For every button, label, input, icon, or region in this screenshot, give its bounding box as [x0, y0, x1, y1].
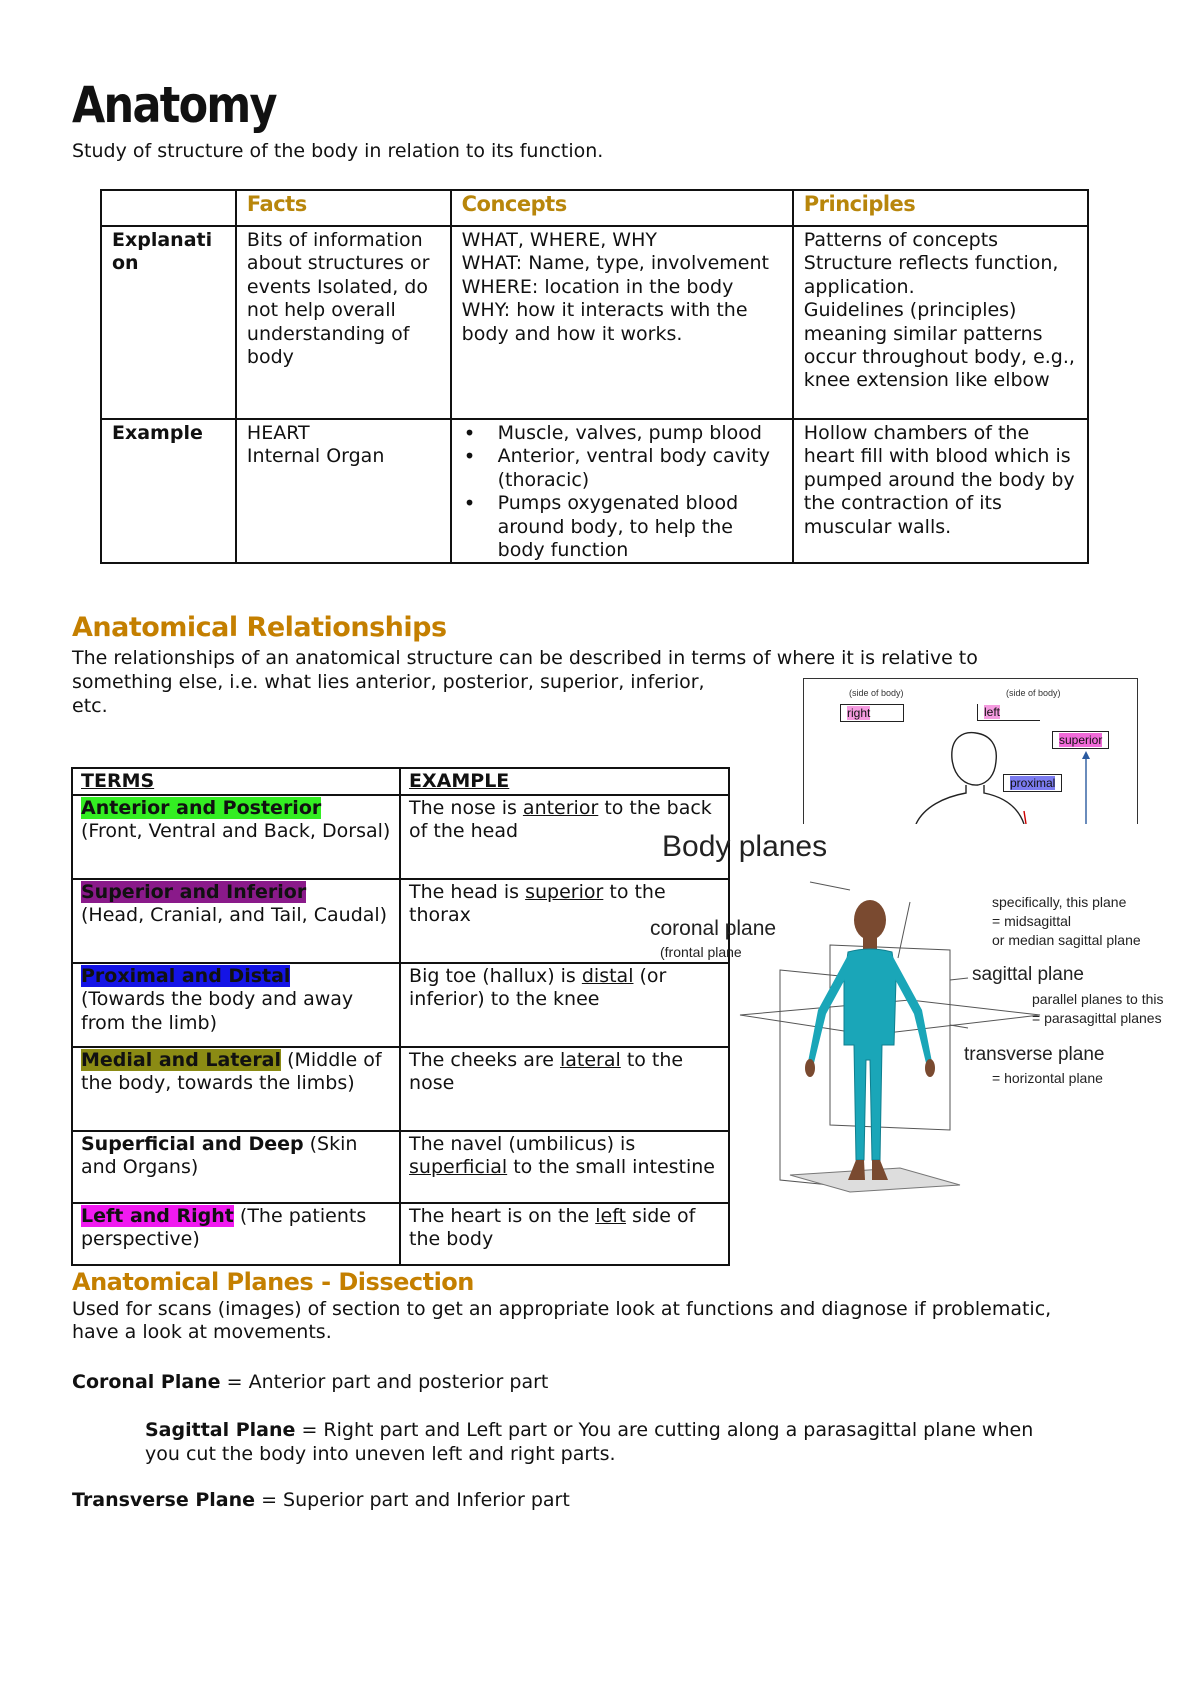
- left-label: left: [977, 704, 1040, 721]
- term-superficial-deep: Superficial and Deep: [81, 1133, 304, 1155]
- transverse-plane-definition: Transverse Plane = Superior part and Inferior part: [72, 1489, 570, 1511]
- planes-intro: Used for scans (images) of section to get an appropriate look at functions and diagnose if problematic, have a look at movements.: [72, 1298, 1052, 1343]
- side-label: (side of body): [849, 688, 904, 698]
- table-row: Superficial and Deep (Skin and Organs) The navel (umbilicus) is superficial to the small intestine: [72, 1131, 729, 1203]
- coronal-plane-definition: Coronal Plane = Anterior part and posterior part: [72, 1371, 549, 1393]
- table-row: Anterior and Posterior (Front, Ventral and Back, Dorsal) The nose is anterior to the back of the head: [72, 795, 729, 879]
- row-label-explanation: Explanati on: [101, 226, 236, 419]
- explanation-facts: Bits of information about structures or events Isolated, do not help overall understanding of body: [236, 226, 451, 419]
- relationships-heading: Anatomical Relationships: [72, 612, 447, 643]
- body-planes-title: Body planes: [662, 830, 828, 863]
- term-medial-lateral: Medial and Lateral: [81, 1049, 282, 1071]
- sagittal-plane-label: sagittal plane: [972, 964, 1084, 985]
- right-label: right: [840, 704, 904, 722]
- header-concepts: Concepts: [451, 190, 793, 226]
- example-principles: Hollow chambers of the heart fill with blood which is pumped around the body by the contraction of its muscular walls.: [793, 419, 1088, 563]
- midsagittal-note-1: specifically, this plane: [992, 894, 1127, 910]
- terms-header: TERMS: [72, 768, 400, 795]
- term-anterior-posterior: Anterior and Posterior: [81, 797, 322, 819]
- header-principles: Principles: [793, 190, 1088, 226]
- explanation-concepts: WHAT, WHERE, WHY WHAT: Name, type, involvement WHERE: location in the body WHY: how it interacts with the body and how it works.: [451, 226, 793, 419]
- side-label: (side of body): [1006, 688, 1061, 698]
- list-item: • Anterior, ventral body cavity (thoracic): [488, 445, 782, 492]
- example-header: EXAMPLE: [400, 768, 729, 795]
- proximal-label: proximal: [1003, 774, 1062, 792]
- terms-table: [71, 767, 730, 1266]
- table-corner-cell: [101, 190, 236, 226]
- page-subtitle: Study of structure of the body in relation to its function.: [72, 140, 604, 162]
- table-row: Proximal and Distal (Towards the body and away from the limb) Big toe (hallux) is distal (or inferior) to the knee: [72, 963, 729, 1047]
- row-label-example: Example: [101, 419, 236, 563]
- horizontal-plane-label: = horizontal plane: [992, 1070, 1103, 1086]
- transverse-plane-label: transverse plane: [964, 1044, 1105, 1065]
- term-proximal-distal: Proximal and Distal: [81, 965, 291, 987]
- explanation-principles: Patterns of concepts Structure reflects function, application. Guidelines (principles) meaning similar patterns occur throughout body, e.g., knee extension like elbow: [793, 226, 1088, 419]
- example-concepts: [451, 419, 793, 563]
- relationships-intro: The relationships of an anatomical structure can be described in terms of where it is relative to something else, i.e. what lies anterior, posterior, superior, inferior, etc.: [72, 647, 978, 717]
- page-title: Anatomy: [72, 76, 276, 134]
- table-row: Medial and Lateral (Middle of the body, towards the limbs) The cheeks are lateral to the nose: [72, 1047, 729, 1131]
- table-row: Left and Right (The patients perspective) The heart is on the left side of the body: [72, 1203, 729, 1265]
- example-facts: HEART Internal Organ: [236, 419, 451, 563]
- facts-concepts-principles-table: [100, 189, 1089, 564]
- planes-heading: Anatomical Planes - Dissection: [72, 1268, 474, 1296]
- parasagittal-note-2: = parasagittal planes: [1032, 1010, 1162, 1026]
- coronal-plane-label: coronal plane: [650, 917, 777, 940]
- body-planes-figure: [650, 830, 1200, 1200]
- list-item: • Muscle, valves, pump blood: [488, 422, 782, 445]
- term-left-right: Left and Right: [81, 1205, 234, 1227]
- relationship-figure: [803, 678, 1138, 824]
- frontal-plane-label: (frontal plane: [660, 944, 742, 960]
- list-item: • Pumps oxygenated blood around body, to help the body function: [488, 492, 782, 562]
- midsagittal-note-3: or median sagittal plane: [992, 932, 1141, 948]
- sagittal-plane-definition: Sagittal Plane = Right part and Left part or You are cutting along a parasagittal plane when you cut the body into uneven left and right parts.: [145, 1419, 1034, 1465]
- head-outline-drawing: [804, 679, 1137, 824]
- term-superior-inferior: Superior and Inferior: [81, 881, 307, 903]
- header-facts: Facts: [236, 190, 451, 226]
- table-row: Superior and Inferior (Head, Cranial, and Tail, Caudal) The head is superior to the thorax: [72, 879, 729, 963]
- parasagittal-note-1: parallel planes to this: [1032, 991, 1164, 1007]
- midsagittal-note-2: = midsagittal: [992, 913, 1071, 929]
- superior-label: superior: [1052, 731, 1109, 749]
